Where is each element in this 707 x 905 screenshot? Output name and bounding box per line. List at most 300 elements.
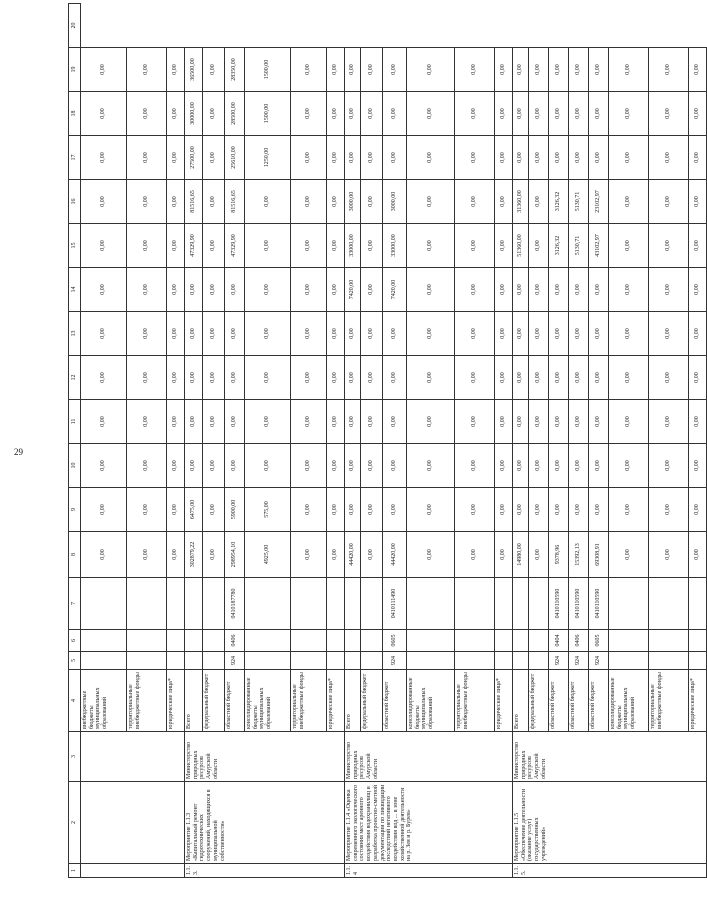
budget-code-target xyxy=(327,578,345,630)
value-cell: 0,00 xyxy=(81,312,127,356)
measure-number: 1.1.3. xyxy=(185,864,345,878)
value-cell: 0,00 xyxy=(569,268,589,312)
value-cell: 0,00 xyxy=(203,48,225,92)
responsible-executor: Министерство природных ресурсов Амурской области xyxy=(345,732,513,782)
header-cell: 2 xyxy=(69,782,81,864)
value-cell: 0,00 xyxy=(649,92,689,136)
funding-source: внебюджетные бюджеты муниципальных образований xyxy=(81,670,127,732)
budget-code-grbs xyxy=(649,652,689,670)
value-cell: 6475,00 xyxy=(185,488,203,532)
budget-code-grbs xyxy=(455,652,495,670)
value-cell: 575,00 xyxy=(245,488,291,532)
budget-code-grbs xyxy=(345,652,361,670)
budget-code-section xyxy=(127,630,167,652)
value-cell: 0,00 xyxy=(455,268,495,312)
value-cell: 0,00 xyxy=(495,92,513,136)
value-cell: 0,00 xyxy=(495,268,513,312)
budget-code-section: 0406 xyxy=(225,630,245,652)
value-cell: 0,00 xyxy=(455,136,495,180)
value-cell: 0,00 xyxy=(495,180,513,224)
value-cell: 0,00 xyxy=(245,224,291,268)
value-cell: 0,00 xyxy=(513,488,529,532)
value-cell: 5130,71 xyxy=(569,180,589,224)
value-cell: 0,00 xyxy=(513,356,529,400)
budget-code-section xyxy=(361,630,383,652)
value-cell: 0,00 xyxy=(455,444,495,488)
funding-source: федеральный бюджет xyxy=(529,670,549,732)
value-cell: 0,00 xyxy=(529,48,549,92)
measure-number: 1.1.5. xyxy=(513,864,707,878)
value-cell: 3126,32 xyxy=(549,180,569,224)
value-cell: 0,00 xyxy=(549,268,569,312)
value-cell: 0,00 xyxy=(167,268,185,312)
value-cell: 0,00 xyxy=(291,532,327,578)
value-cell: 0,00 xyxy=(513,312,529,356)
value-cell: 9378,96 xyxy=(549,532,569,578)
budget-code-grbs xyxy=(609,652,649,670)
value-cell: 0,00 xyxy=(327,136,345,180)
value-cell: 0,00 xyxy=(689,312,707,356)
value-cell: 0,00 xyxy=(609,356,649,400)
value-cell: 0,00 xyxy=(649,268,689,312)
budget-code-target: 0410110590 xyxy=(569,578,589,630)
value-cell: 0,00 xyxy=(589,400,609,444)
value-cell: 0,00 xyxy=(529,92,549,136)
funding-source: областной бюджет xyxy=(225,670,245,732)
value-cell: 1500,00 xyxy=(245,48,291,92)
value-cell: 0,00 xyxy=(245,444,291,488)
value-cell: 0,00 xyxy=(81,180,127,224)
budget-code-section xyxy=(345,630,361,652)
budget-code-grbs xyxy=(495,652,513,670)
value-cell: 0,00 xyxy=(345,136,361,180)
value-cell: 0,00 xyxy=(345,312,361,356)
budget-code-grbs xyxy=(167,652,185,670)
value-cell: 0,00 xyxy=(689,180,707,224)
value-cell: 28350,00 xyxy=(225,48,245,92)
value-cell: 1250,00 xyxy=(245,136,291,180)
value-cell: 0,00 xyxy=(495,48,513,92)
value-cell: 0,00 xyxy=(569,92,589,136)
value-cell: 0,00 xyxy=(495,312,513,356)
value-cell: 0,00 xyxy=(167,488,185,532)
value-cell: 0,00 xyxy=(569,400,589,444)
budget-code-target xyxy=(529,578,549,630)
value-cell: 0,00 xyxy=(361,268,383,312)
funding-source: консолидированные бюджеты муниципальных образований xyxy=(245,670,291,732)
value-cell: 0,00 xyxy=(455,400,495,444)
value-cell: 0,00 xyxy=(81,92,127,136)
funding-source: юридические лица* xyxy=(327,670,345,732)
value-cell: 81516,65 xyxy=(225,180,245,224)
value-cell: 0,00 xyxy=(495,356,513,400)
value-cell: 31360,00 xyxy=(513,180,529,224)
budget-code-target: 0410111490 xyxy=(383,578,407,630)
budget-code-grbs xyxy=(689,652,707,670)
header-cell: 13 xyxy=(69,312,81,356)
value-cell: 47329,90 xyxy=(185,224,203,268)
budget-code-section: 0605 xyxy=(589,630,609,652)
budget-code-target xyxy=(185,578,203,630)
value-cell: 0,00 xyxy=(609,224,649,268)
value-cell: 0,00 xyxy=(407,224,455,268)
budget-code-section: 0406 xyxy=(569,630,589,652)
budget-code-target xyxy=(81,578,127,630)
value-cell: 0,00 xyxy=(689,268,707,312)
funding-source: территориальные внебюджетные фонды xyxy=(649,670,689,732)
value-cell: 0,00 xyxy=(225,312,245,356)
value-cell: 0,00 xyxy=(127,312,167,356)
budget-code-section xyxy=(203,630,225,652)
value-cell: 0,00 xyxy=(569,444,589,488)
value-cell: 0,00 xyxy=(529,224,549,268)
header-row xyxy=(69,4,81,878)
value-cell: 0,00 xyxy=(245,400,291,444)
value-cell: 0,00 xyxy=(589,444,609,488)
budget-code-target xyxy=(245,578,291,630)
value-cell: 0,00 xyxy=(649,444,689,488)
value-cell: 0,00 xyxy=(609,312,649,356)
value-cell: 0,00 xyxy=(529,488,549,532)
value-cell: 3000,00 xyxy=(345,180,361,224)
header-cell: 10 xyxy=(69,444,81,488)
value-cell: 0,00 xyxy=(327,224,345,268)
budget-code-grbs: 924 xyxy=(383,652,407,670)
header-cell: 14 xyxy=(69,268,81,312)
value-cell: 14980,00 xyxy=(513,532,529,578)
budget-code-target xyxy=(689,578,707,630)
value-cell: 0,00 xyxy=(529,180,549,224)
header-cell: 11 xyxy=(69,400,81,444)
value-cell: 0,00 xyxy=(529,268,549,312)
value-cell: 0,00 xyxy=(167,400,185,444)
value-cell: 0,00 xyxy=(167,92,185,136)
value-cell: 0,00 xyxy=(81,532,127,578)
value-cell: 0,00 xyxy=(407,92,455,136)
value-cell: 0,00 xyxy=(167,312,185,356)
value-cell: 0,00 xyxy=(167,532,185,578)
value-cell: 0,00 xyxy=(529,136,549,180)
value-cell: 0,00 xyxy=(225,356,245,400)
value-cell: 0,00 xyxy=(167,136,185,180)
funding-source: федеральный бюджет xyxy=(361,670,383,732)
funding-source: Всего xyxy=(345,670,361,732)
value-cell: 0,00 xyxy=(167,48,185,92)
value-cell: 0,00 xyxy=(327,444,345,488)
table-row xyxy=(513,4,529,878)
value-cell: 0,00 xyxy=(361,136,383,180)
value-cell: 0,00 xyxy=(455,48,495,92)
value-cell: 0,00 xyxy=(455,180,495,224)
value-cell: 0,00 xyxy=(383,92,407,136)
value-cell: 0,00 xyxy=(649,180,689,224)
value-cell: 0,00 xyxy=(225,268,245,312)
budget-code-target xyxy=(291,578,327,630)
value-cell: 0,00 xyxy=(127,488,167,532)
value-cell: 4925,00 xyxy=(245,532,291,578)
value-cell: 0,00 xyxy=(649,532,689,578)
budget-code-target xyxy=(495,578,513,630)
header-cell: 12 xyxy=(69,356,81,400)
value-cell: 0,00 xyxy=(81,48,127,92)
value-cell: 0,00 xyxy=(361,180,383,224)
value-cell: 1500,00 xyxy=(245,92,291,136)
value-cell: 44420,00 xyxy=(383,532,407,578)
budget-code-section: 0404 xyxy=(549,630,569,652)
value-cell: 0,00 xyxy=(291,224,327,268)
budget-code-grbs: 924 xyxy=(589,652,609,670)
value-cell: 33000,00 xyxy=(383,224,407,268)
value-cell: 0,00 xyxy=(225,444,245,488)
value-cell: 0,00 xyxy=(383,136,407,180)
value-cell: 0,00 xyxy=(245,268,291,312)
budget-code-section xyxy=(167,630,185,652)
budget-code-section xyxy=(689,630,707,652)
value-cell: 0,00 xyxy=(81,268,127,312)
budget-code-grbs: 924 xyxy=(549,652,569,670)
value-cell: 0,00 xyxy=(495,136,513,180)
funding-source: консолидированные бюджеты муниципальных образований xyxy=(609,670,649,732)
value-cell: 0,00 xyxy=(203,532,225,578)
budget-code-grbs xyxy=(529,652,549,670)
budget-code-grbs xyxy=(291,652,327,670)
budget-code-target xyxy=(513,578,529,630)
value-cell: 0,00 xyxy=(383,48,407,92)
header-cell: 17 xyxy=(69,136,81,180)
value-cell: 0,00 xyxy=(327,92,345,136)
budget-code-section xyxy=(455,630,495,652)
value-cell: 0,00 xyxy=(291,48,327,92)
table-row xyxy=(185,4,203,878)
value-cell: 0,00 xyxy=(649,488,689,532)
value-cell: 0,00 xyxy=(291,356,327,400)
budget-code-section xyxy=(609,630,649,652)
value-cell: 0,00 xyxy=(327,180,345,224)
value-cell: 0,00 xyxy=(361,400,383,444)
header-cell: 8 xyxy=(69,532,81,578)
budget-code-grbs xyxy=(127,652,167,670)
value-cell: 0,00 xyxy=(513,268,529,312)
budget-code-grbs xyxy=(513,652,529,670)
value-cell: 7420,00 xyxy=(345,268,361,312)
budget-code-target xyxy=(127,578,167,630)
value-cell: 0,00 xyxy=(127,268,167,312)
value-cell: 0,00 xyxy=(407,532,455,578)
value-cell: 44420,00 xyxy=(345,532,361,578)
value-cell: 0,00 xyxy=(407,356,455,400)
value-cell: 7420,00 xyxy=(383,268,407,312)
value-cell: 0,00 xyxy=(167,444,185,488)
value-cell: 0,00 xyxy=(81,400,127,444)
value-cell: 0,00 xyxy=(529,532,549,578)
funding-source: областной бюджет xyxy=(589,670,609,732)
value-cell: 0,00 xyxy=(407,48,455,92)
table-row xyxy=(345,4,361,878)
value-cell: 0,00 xyxy=(345,488,361,532)
value-cell: 0,00 xyxy=(529,444,549,488)
value-cell: 0,00 xyxy=(203,444,225,488)
budget-code-target xyxy=(203,578,225,630)
header-cell: 7 xyxy=(69,578,81,630)
value-cell: 0,00 xyxy=(455,92,495,136)
value-cell: 0,00 xyxy=(649,356,689,400)
value-cell: 51360,00 xyxy=(513,224,529,268)
budget-code-section xyxy=(513,630,529,652)
funding-source: юридические лица* xyxy=(167,670,185,732)
value-cell: 0,00 xyxy=(495,224,513,268)
value-cell: 0,00 xyxy=(361,92,383,136)
value-cell: 0,00 xyxy=(361,356,383,400)
value-cell: 0,00 xyxy=(127,180,167,224)
measure-name: Мероприятие 1.1.4 «Оценка современного экологического состояния мест аренного воздействия водохранилищ и разработка проектно-сметной документации по ликвидации последствий негативного воздействия вод ... в зоне хозяйственной деятельности на р. Зея и р. Бурея» xyxy=(345,782,513,864)
funding-source: Всего xyxy=(185,670,203,732)
value-cell: 0,00 xyxy=(569,136,589,180)
value-cell: 0,00 xyxy=(649,224,689,268)
value-cell: 0,00 xyxy=(127,400,167,444)
value-cell: 0,00 xyxy=(609,400,649,444)
value-cell: 0,00 xyxy=(609,444,649,488)
value-cell: 0,00 xyxy=(549,312,569,356)
value-cell: 0,00 xyxy=(167,356,185,400)
value-cell: 0,00 xyxy=(291,180,327,224)
funding-source: юридические лица* xyxy=(495,670,513,732)
value-cell: 0,00 xyxy=(569,356,589,400)
value-cell: 0,00 xyxy=(203,92,225,136)
value-cell: 0,00 xyxy=(689,92,707,136)
funding-source: консолидированные бюджеты муниципальных образований xyxy=(407,670,455,732)
value-cell: 0,00 xyxy=(127,136,167,180)
budget-code-grbs xyxy=(407,652,455,670)
value-cell: 0,00 xyxy=(291,92,327,136)
header-cell: 3 xyxy=(69,732,81,782)
value-cell: 0,00 xyxy=(185,356,203,400)
value-cell: 0,00 xyxy=(185,312,203,356)
value-cell: 0,00 xyxy=(549,48,569,92)
value-cell: 0,00 xyxy=(327,488,345,532)
value-cell: 0,00 xyxy=(549,444,569,488)
responsible-executor: Министерство природных ресурсов Амурской области xyxy=(185,732,345,782)
value-cell: 0,00 xyxy=(495,532,513,578)
header-cell: 18 xyxy=(69,92,81,136)
value-cell: 0,00 xyxy=(327,312,345,356)
budget-code-section xyxy=(495,630,513,652)
value-cell: 0,00 xyxy=(291,444,327,488)
value-cell: 0,00 xyxy=(327,356,345,400)
value-cell: 0,00 xyxy=(513,92,529,136)
budget-code-target: 0410187780 xyxy=(225,578,245,630)
funding-source: областной бюджет xyxy=(569,670,589,732)
value-cell: 0,00 xyxy=(345,48,361,92)
measure-name: Мероприятие 1.1.5 «Обеспечение деятельности (оказание услуг) государственных учреждений» xyxy=(513,782,707,864)
table-row xyxy=(81,4,127,878)
value-cell: 0,00 xyxy=(127,92,167,136)
value-cell: 0,00 xyxy=(569,488,589,532)
value-cell: 0,00 xyxy=(529,312,549,356)
value-cell: 0,00 xyxy=(407,400,455,444)
value-cell: 0,00 xyxy=(361,488,383,532)
measure-number: 1.1.4 xyxy=(345,864,513,878)
value-cell: 0,00 xyxy=(609,48,649,92)
value-cell: 0,00 xyxy=(609,532,649,578)
value-cell: 23102,97 xyxy=(589,180,609,224)
budget-code-target: 0410110590 xyxy=(549,578,569,630)
funding-source: территориальные внебюджетные фонды xyxy=(455,670,495,732)
budget-code-section xyxy=(81,630,127,652)
value-cell: 0,00 xyxy=(345,92,361,136)
value-cell: 33000,00 xyxy=(345,224,361,268)
value-cell: 0,00 xyxy=(383,444,407,488)
budget-code-grbs xyxy=(361,652,383,670)
value-cell: 0,00 xyxy=(203,312,225,356)
budget-code-target xyxy=(167,578,185,630)
table-body xyxy=(81,4,707,878)
header-cell: 6 xyxy=(69,630,81,652)
value-cell: 0,00 xyxy=(513,400,529,444)
value-cell: 0,00 xyxy=(327,532,345,578)
value-cell: 0,00 xyxy=(689,444,707,488)
budget-code-section xyxy=(649,630,689,652)
value-cell: 0,00 xyxy=(185,400,203,444)
value-cell: 0,00 xyxy=(689,48,707,92)
header-cell: 20 xyxy=(69,4,81,48)
value-cell: 47329,90 xyxy=(225,224,245,268)
value-cell: 0,00 xyxy=(549,400,569,444)
funding-source: юридические лица* xyxy=(689,670,707,732)
value-cell: 0,00 xyxy=(81,224,127,268)
rotated-table-wrapper xyxy=(68,22,701,878)
responsible-executor: Министерство природных ресурсов Амурской области xyxy=(513,732,707,782)
value-cell: 0,00 xyxy=(455,488,495,532)
value-cell: 3000,00 xyxy=(383,180,407,224)
value-cell: 0,00 xyxy=(327,400,345,444)
value-cell: 0,00 xyxy=(589,312,609,356)
value-cell: 30000,00 xyxy=(185,92,203,136)
value-cell: 0,00 xyxy=(383,488,407,532)
budget-code-target xyxy=(455,578,495,630)
funding-source: областной бюджет xyxy=(549,670,569,732)
value-cell: 0,00 xyxy=(127,356,167,400)
value-cell: 0,00 xyxy=(689,532,707,578)
value-cell: 0,00 xyxy=(407,180,455,224)
value-cell: 0,00 xyxy=(407,444,455,488)
value-cell: 0,00 xyxy=(345,400,361,444)
page-number: 29 xyxy=(14,447,23,457)
value-cell: 0,00 xyxy=(549,488,569,532)
value-cell: 43102,97 xyxy=(589,224,609,268)
funding-source: федеральный бюджет xyxy=(203,670,225,732)
value-cell: 0,00 xyxy=(589,92,609,136)
budget-code-section xyxy=(185,630,203,652)
budget-code-target: 0410110590 xyxy=(589,578,609,630)
value-cell: 0,00 xyxy=(407,488,455,532)
value-cell: 0,00 xyxy=(513,136,529,180)
budget-code-target xyxy=(609,578,649,630)
value-cell: 0,00 xyxy=(549,136,569,180)
value-cell: 25610,00 xyxy=(225,136,245,180)
value-cell: 0,00 xyxy=(291,312,327,356)
value-cell: 302879,22 xyxy=(185,532,203,578)
value-cell: 0,00 xyxy=(245,180,291,224)
value-cell: 5130,71 xyxy=(569,224,589,268)
value-cell: 0,00 xyxy=(455,224,495,268)
header-cell: 15 xyxy=(69,224,81,268)
value-cell: 0,00 xyxy=(689,400,707,444)
value-cell: 0,00 xyxy=(689,136,707,180)
value-cell: 0,00 xyxy=(549,92,569,136)
value-cell: 36500,00 xyxy=(185,48,203,92)
value-cell: 0,00 xyxy=(589,48,609,92)
value-cell: 0,00 xyxy=(609,136,649,180)
